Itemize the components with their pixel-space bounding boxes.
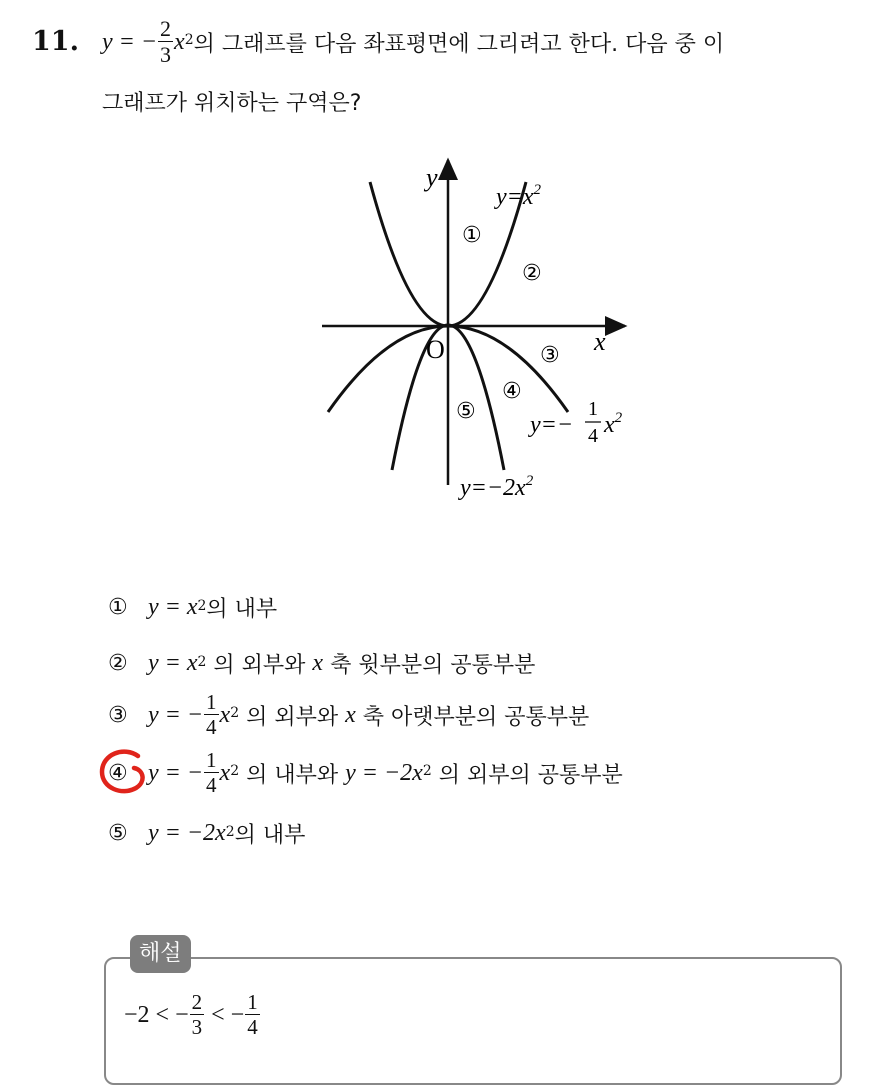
choice-3-numerator: 1 [206,690,217,714]
question-equation-fraction [158,18,173,66]
choice-2[interactable] [108,648,535,679]
choice-1[interactable] [108,592,277,623]
choice-1-exponent: 2 [197,597,207,614]
choice-4-text: 의 내부와 [239,762,346,788]
choice-4-second-equation: y = −2x [345,759,423,786]
choice-4-numerator: 1 [206,748,217,772]
solution-fraction-1-denominator: 3 [191,1015,203,1039]
curve-label-y-minus-2x2: $y=-2x^2$ [460,473,534,501]
choice-4-mark: ④ [108,760,128,786]
x-axis-label: x [594,327,606,356]
solution-fraction-1-numerator: 2 [191,990,203,1014]
y-axis-label: y [426,163,438,192]
question-equation-exponent: 2 [184,32,194,48]
choice-5-mark: ⑤ [108,821,128,846]
choice-1-mark: ① [108,595,128,620]
region-5-marker: ⑤ [456,399,476,424]
region-3-marker: ③ [540,343,560,368]
region-4-marker: ④ [502,379,522,404]
choice-2-variable: x [312,650,324,676]
choice-4-denominator: 4 [206,773,217,797]
solution-fraction-2-numerator: 1 [247,990,258,1014]
question-text-line-1: 의 그래프를 다음 좌표평면에 그리려고 한다. 다음 중 이 [193,31,725,57]
origin-label: O [426,335,445,364]
solution-fraction-1 [190,992,205,1038]
solution-tag: 해설 [130,935,191,973]
region-2-marker: ② [522,261,542,286]
choice-2-equation: y = x [148,650,198,676]
question-number: 11. [32,26,79,57]
choice-4[interactable] [108,750,623,796]
choice-4-fraction [204,750,219,796]
choice-4-variable: x [219,759,231,786]
choice-2-text: 의 외부와 [206,653,313,678]
choice-2-text-tail: 축 윗부분의 공통부분 [323,653,536,678]
solution-fraction-2-denominator: 4 [247,1015,258,1039]
choice-3-fraction [204,692,219,738]
question-fraction-denominator: 3 [160,42,172,67]
choice-4-exponent: 2 [230,763,240,779]
choice-3-exponent: 2 [230,705,240,721]
question-line-1 [102,18,724,66]
answer-circle-stroke [102,752,143,791]
choice-3-text-tail: 축 아랫부분의 공통부분 [355,704,590,730]
curve-label-y-minus-quarter-x2-prefix: y=− [530,412,574,438]
coordinate-graph [300,150,660,510]
question-equation-prefix: y = − [102,28,158,55]
solution-lhs: −2 < − [124,1001,189,1028]
question-text-line-2: 그래프가 위치하는 구역은? [102,91,362,116]
choice-5[interactable] [108,818,305,849]
curve-label-y-x2: $y=x^2$ [496,182,541,210]
choice-3-equation-prefix: y = − [148,701,204,728]
choice-2-mark: ② [108,651,128,676]
choice-3-mark: ③ [108,702,128,728]
curve-label-2-variable: $x^2$ [604,410,623,438]
solution-math [124,992,261,1038]
curve-label-2-denominator: 4 [588,425,598,447]
solution-middle: < − [205,1001,245,1028]
curve-label-2-numerator: 1 [588,398,598,420]
choice-5-equation: y = −2x [148,820,226,846]
choice-1-text: 의 내부 [206,597,278,622]
choice-1-equation: y = x [148,594,198,620]
answer-circle-mark [96,748,152,798]
choice-4-text-tail: 의 외부의 공통부분 [431,762,623,788]
question-fraction-numerator: 2 [160,16,172,41]
choice-4-equation-prefix: y = − [148,759,204,786]
choice-3-denominator: 4 [206,715,217,739]
choice-5-exponent: 2 [225,823,235,840]
choice-3-text: 의 외부와 [239,704,346,730]
choice-3-variable: x [219,701,231,728]
question-equation-variable: x [174,28,185,55]
solution-fraction-2 [245,992,260,1038]
choice-3[interactable] [108,692,589,738]
region-1-marker: ① [462,223,482,248]
choice-3-axis-variable: x [345,701,356,728]
choice-2-exponent: 2 [197,653,207,670]
choice-4-second-exponent: 2 [422,763,432,779]
choice-5-text: 의 내부 [234,823,306,848]
